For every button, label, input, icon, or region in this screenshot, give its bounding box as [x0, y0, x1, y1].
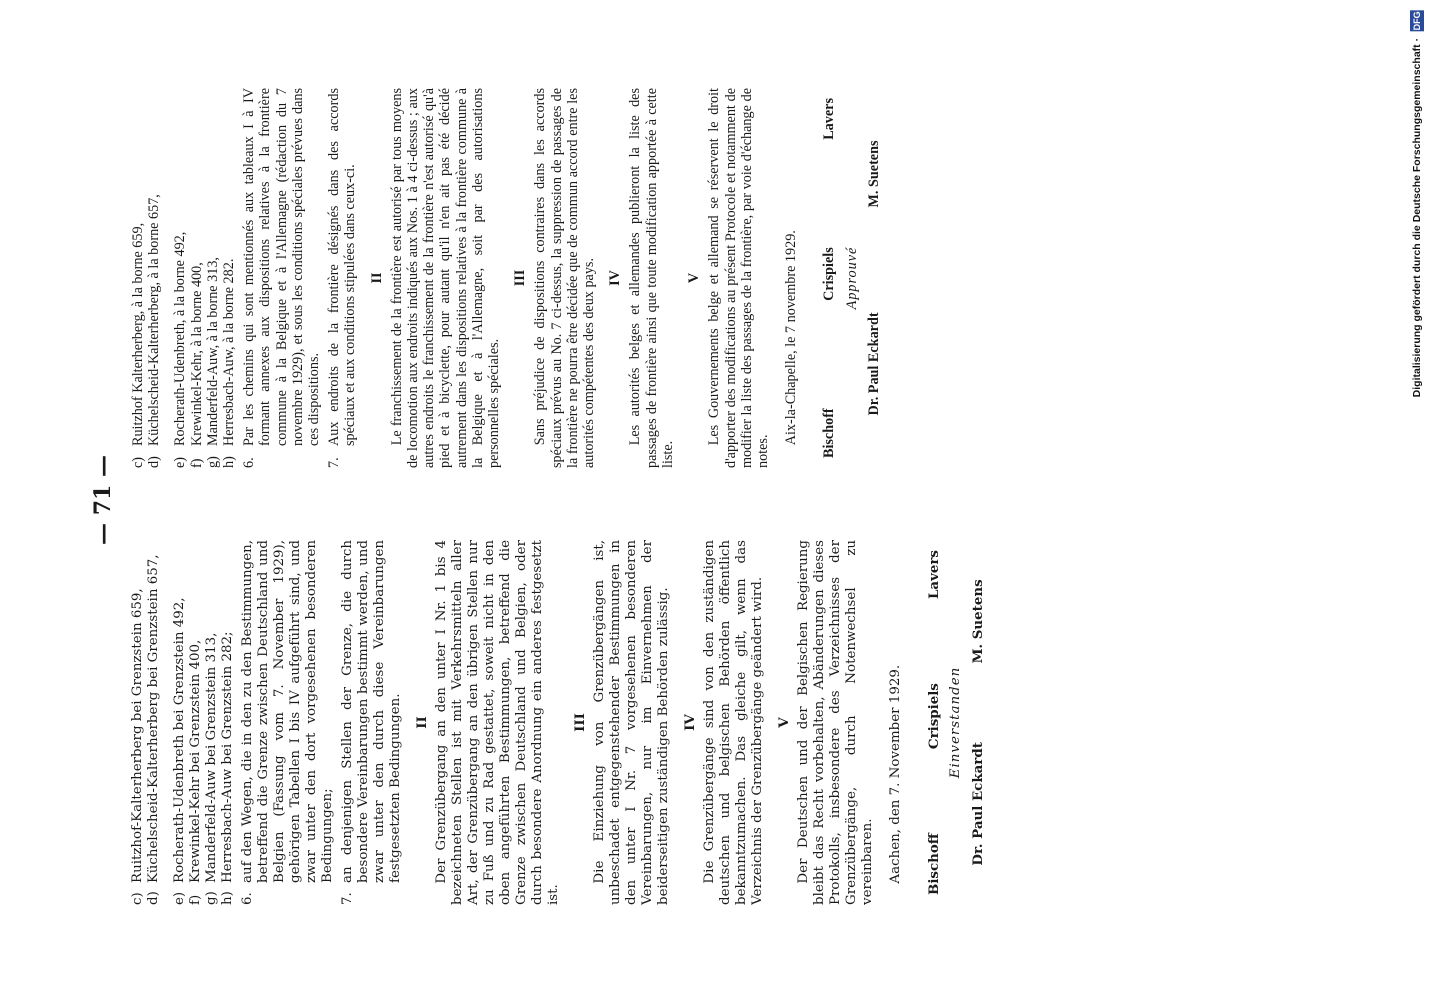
german-column: [130, 540, 986, 905]
list-item: f) Krewinkel-Kehr, à la borne 400,: [188, 262, 205, 468]
signatures-row: [970, 540, 986, 905]
place-date: Aix-la-Chapelle, le 7 novembre 1929.: [783, 230, 800, 446]
place-date: Aachen, den 7. November 1929.: [888, 664, 903, 884]
paragraph: Les autorités belges et allemandes publieront la liste des passages de frontière ainsi que toute modification apportée à cette liste.: [627, 88, 676, 468]
section-heading: III: [572, 713, 588, 732]
list-item: 7. an denjenigen Stellen der Grenze, die durch besondere Vereinbarungen bestimmt werden, und zwar unter den durch diese Vereinbarungen festgesetzten Bedingungen.: [340, 540, 403, 905]
list-item: 6. auf den Wegen, die in den zu den Bestimmungen, betreffend die Grenze zwischen Deutschland und Belgien (Fassung vom 7. November 1929), gehörigen Tabellen I bis IV aufgeführt sind, und zwar unter den dort vorgesehenen besonderen Bedingungen;: [240, 540, 335, 905]
signature: Dr. Paul Eckardt: [865, 312, 882, 416]
digitization-note: [1404, 10, 1430, 398]
section-heading: II: [414, 716, 430, 729]
digitization-text: Digitalisierung gefördert durch die Deutsche Forschungsgemeinschaft · DFG: [1411, 11, 1423, 398]
section-heading: V: [686, 272, 703, 284]
signature: Crispiels: [821, 247, 838, 301]
list-item: c) Ruitzhof-Kalterherberg bei Grenzstein 659,: [130, 588, 145, 905]
list-item: h) Herresbach-Auw, à la borne 282.: [221, 258, 238, 468]
paragraph: Der Grenzübergang an den unter I Nr. 1 bis 4 bezeichneten Stellen ist mit Verkehrsmitteln aller Art, der Grenzübergang an den übrigen Stellen nur zu Fuß und zu Rad gestattet, soweit nicht in den oben angeführten Bestimmungen, betreffend die Grenze zwischen Deutschland und Belgien, oder durch besondere Anordnung ein anderes festgesetzt ist.: [434, 540, 561, 905]
list-item: e) Rocherath-Udenbreth, à la borne 492,: [172, 231, 189, 468]
signatures-row: [926, 540, 942, 905]
list-item: g) Manderfeld-Auw, à la borne 313,: [204, 257, 221, 468]
list-item: c) Ruitzhof Kalterherberg, à la borne 659,: [130, 222, 146, 468]
signature: Bischoff: [926, 833, 942, 895]
page-number: — 71 —: [90, 455, 116, 545]
signature: Lavers: [926, 550, 942, 600]
section-heading: IV: [682, 714, 698, 731]
list-item: d) Küchelscheid-Kalterherberg, à la borne 657,: [146, 194, 163, 468]
list-item: f) Krewinkel-Kehr bei Grenzstein 400,: [188, 639, 203, 905]
french-column: [130, 88, 882, 468]
approval-note: Einverstanden: [948, 666, 963, 779]
list-item: g) Manderfeld-Auw bei Grenzstein 313,: [204, 632, 219, 905]
signature: Dr. Paul Eckardt: [970, 742, 986, 866]
section-heading: III: [512, 269, 529, 287]
section-heading: V: [776, 717, 792, 728]
signature: M. Suetens: [970, 579, 986, 664]
list-item: h) Herresbach-Auw bei Grenzstein 282;: [220, 631, 235, 905]
list-item: 7. Aux endroits de la frontière désignés dans des accords spéciaux et aux conditions stipulées dans ceux-ci.: [326, 88, 359, 468]
list-item: d) Küchelscheid-Kalterherberg bei Grenzstein 657,: [146, 554, 161, 905]
signatures-row: [866, 88, 882, 468]
paragraph: Die Einziehung von Grenzübergängen ist, unbeschadet entgegenstehender Bestimmungen in den unter I Nr. 7 vorgesehenen besonderen Vereinbarungen, nur im Einvernehmen der beiderseitigen zuständigen Behörden zulässig.: [592, 540, 671, 905]
signatures-row: [821, 88, 837, 468]
approval-note: Approuvé: [843, 246, 860, 310]
paragraph: Der Deutschen und der Belgischen Regierung bleibt das Recht vorbehalten, Abänderungen dieses Protokolls, insbesondere des Verzeichnisses der Grenzübergänge, durch Notenwechsel zu vereinbaren.: [796, 540, 875, 905]
signature: Lavers: [821, 98, 838, 140]
section-heading: II: [368, 272, 385, 284]
list-item: 6. Par les chemins qui sont mentionnés aux tableaux I à IV formant annexes aux dispositions relatives à la frontière commune à la Belgique et à l'Allemagne (rédaction du 7 novembre 1929), et sous les conditions spéciales prévues dans ces dispositions.: [241, 88, 323, 468]
signature: Bischoff: [821, 408, 838, 458]
paragraph: Les Gouvernements belge et allemand se réservent le droit d'apporter des modifications au présent Protocole et notamment de modifier la liste des passages de la frontière, par voie d'échange de notes.: [706, 88, 771, 468]
signature: M. Suetens: [865, 140, 882, 208]
signature: Crispiels: [926, 683, 942, 750]
dfg-logo: DFG: [1412, 11, 1422, 30]
paragraph: Le franchissement de la frontière est autorisé par tous moyens de locomotion aux endroits indiqués aux Nos. 1 à 4 ci-dessus ; aux autres endroits le franchissement de la frontière n'est autorisé qu'à pied et à bicyclette, pour autant qu'il n'en ait pas été décidé autrement dans les dispositions relatives à la frontière commune à la Belgique et à l'Allemagne, soit par des autorisations personnelles spéciales.: [388, 88, 503, 468]
list-item: e) Rocherath-Udenbreth bei Grenzstein 492,: [172, 597, 187, 905]
paragraph: Sans préjudice de dispositions contraires dans les accords spéciaux prévus au No. 7 ci-dessus, la suppression de passages de la frontière ne pourra être décidée que de commun accord entre les autorités compétentes des deux pays.: [532, 88, 598, 468]
section-heading: IV: [607, 270, 624, 286]
paragraph: Die Grenzübergänge sind von den zuständigen deutschen und belgischen Behörden öffentlich bekanntzumachen. Das gleiche gilt, wenn das Verzeichnis der Grenzübergänge geändert wird.: [702, 540, 765, 905]
